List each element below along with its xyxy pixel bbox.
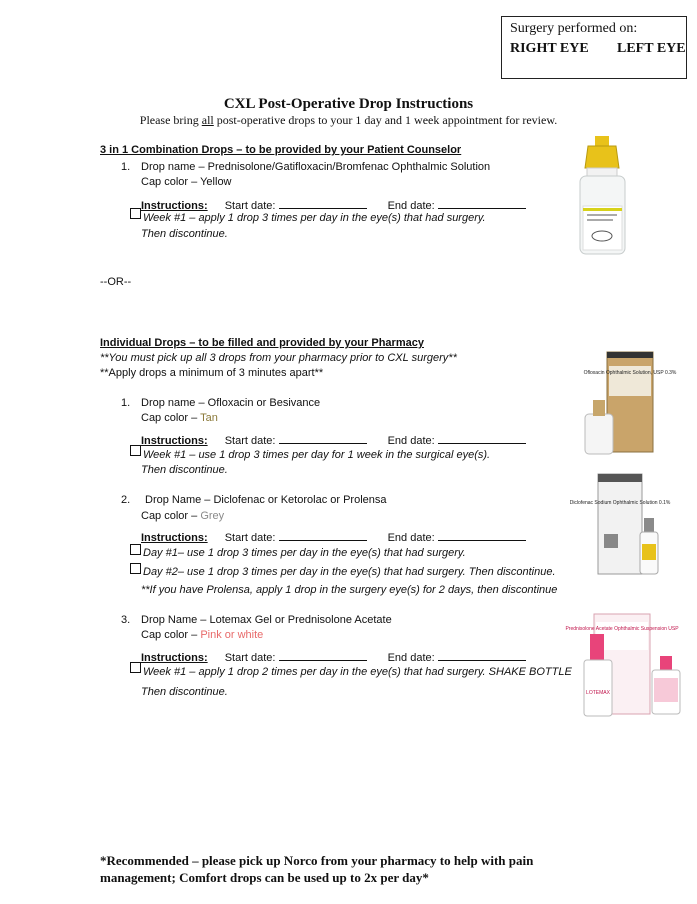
footer-line-1: *Recommended – please pick up Norco from your pharmacy to help with pain <box>100 853 534 868</box>
pred-box-label: Prednisolone Acetate Ophthalmic Suspension USP <box>565 626 679 632</box>
ofloxacin-box-image <box>583 352 677 456</box>
diclofenac-box-image <box>569 474 671 578</box>
page-subtitle: Please bring all post-operative drops to your 1 day and 1 week appointment for review. <box>139 113 558 127</box>
cap-prefix: Cap color – <box>141 412 201 424</box>
footer-note <box>100 852 533 886</box>
individual-note-apart: **Apply drops a minimum of 3 minutes apart** <box>100 367 324 379</box>
start-date-field[interactable] <box>279 650 367 661</box>
checkbox[interactable] <box>130 445 141 456</box>
diclofenac-box-label: Diclofenac Sodium Ophthalmic Solution 0.1% <box>569 500 671 506</box>
left-eye-option: LEFT EYE <box>617 41 686 56</box>
individual-heading: Individual Drops – to be filled and provided by your Pharmacy <box>100 337 424 349</box>
drop1-num: 1. <box>121 397 131 409</box>
drop1-week1: Week #1 – use 1 drop 3 times per day for 1 week in the surgical eye(s). <box>143 449 491 461</box>
drop3-instructions-row <box>141 650 526 665</box>
start-date-field[interactable] <box>279 530 367 541</box>
start-date-label: Start date: <box>224 435 276 447</box>
individual-note-pickup: **You must pick up all 3 drops from your pharmacy prior to CXL surgery** <box>100 352 457 364</box>
cap-value-grey: Grey <box>200 510 225 522</box>
combo-num: 1. <box>121 161 131 173</box>
drop1-name: Drop name – Ofloxacin or Besivance <box>141 397 321 409</box>
drop2-prolensa-note: **If you have Prolensa, apply 1 drop in the surgery eye(s) for 2 days, then discontinue <box>141 584 558 596</box>
drop3-cap-color <box>141 628 263 642</box>
combo-drop-name: Drop name – Prednisolone/Gatifloxacin/Bromfenac Ophthalmic Solution <box>141 161 491 173</box>
checkbox[interactable] <box>130 662 141 673</box>
checkbox[interactable] <box>130 563 141 574</box>
instructions-label: Instructions: <box>141 652 208 664</box>
cap-prefix: Cap color – <box>141 510 201 522</box>
end-date-label: End date: <box>387 652 435 664</box>
start-date-field[interactable] <box>279 198 367 209</box>
combo-then: Then discontinue. <box>141 228 228 240</box>
drop2-cap-color <box>141 509 224 523</box>
end-date-label: End date: <box>387 200 435 212</box>
checkbox[interactable] <box>130 208 141 219</box>
combo-cap-color: Cap color – Yellow <box>141 176 232 188</box>
drop2-day2: Day #2– use 1 drop 3 times per day in the eye(s) that had surgery. Then discontinue. <box>143 566 556 578</box>
drop2-name: Drop Name – Diclofenac or Ketorolac or Prolensa <box>145 494 387 506</box>
combo-heading: 3 in 1 Combination Drops – to be provided by your Patient Counselor <box>100 144 462 156</box>
drop1-cap-color <box>141 411 218 425</box>
drop3-week1: Week #1 – apply 1 drop 2 times per day in the eye(s) that had surgery. SHAKE BOTTLE <box>143 666 572 678</box>
instructions-label: Instructions: <box>141 532 208 544</box>
prednisolone-lotemax-image <box>565 612 685 720</box>
lotemax-label: LOTEMAX <box>586 690 610 696</box>
drop3-num: 3. <box>121 614 131 626</box>
combo-week1: Week #1 – apply 1 drop 3 times per day in the eye(s) that had surgery. <box>143 212 486 224</box>
combo-bottle-image <box>575 136 630 260</box>
end-date-field[interactable] <box>438 433 526 444</box>
start-date-label: Start date: <box>224 652 276 664</box>
drop3-name: Drop Name – Lotemax Gel or Prednisolone Acetate <box>141 614 392 626</box>
checkbox[interactable] <box>130 544 141 555</box>
end-date-label: End date: <box>387 435 435 447</box>
surgery-eye-box <box>501 16 687 79</box>
instructions-label: Instructions: <box>141 435 208 447</box>
instructions-label: Instructions: <box>141 200 208 212</box>
right-eye-option: RIGHT EYE <box>510 41 589 56</box>
cap-prefix: Cap color – <box>141 629 201 641</box>
cap-value-pink: Pink or white <box>200 629 264 641</box>
drop2-num: 2. <box>121 494 131 506</box>
page-title: CXL Post-Operative Drop Instructions <box>223 96 474 112</box>
start-date-field[interactable] <box>279 433 367 444</box>
drop1-instructions-row <box>141 433 526 448</box>
cap-value-tan: Tan <box>200 412 218 424</box>
drop3-then: Then discontinue. <box>141 686 228 698</box>
end-date-field[interactable] <box>438 530 526 541</box>
surgery-label: Surgery performed on: <box>510 21 638 36</box>
or-divider: --OR-- <box>100 276 132 288</box>
end-date-field[interactable] <box>438 198 526 209</box>
start-date-label: Start date: <box>224 532 276 544</box>
end-date-label: End date: <box>387 532 435 544</box>
drop2-instructions-row <box>141 530 526 545</box>
drop1-then: Then discontinue. <box>141 464 228 476</box>
footer-line-2: management; Comfort drops can be used up to 2x per day* <box>100 870 429 885</box>
end-date-field[interactable] <box>438 650 526 661</box>
start-date-label: Start date: <box>224 200 276 212</box>
ofloxacin-box-label: Ofloxacin Ophthalmic Solution, USP 0.3% <box>583 370 677 376</box>
drop2-day1: Day #1– use 1 drop 3 times per day in the eye(s) that had surgery. <box>143 547 466 559</box>
